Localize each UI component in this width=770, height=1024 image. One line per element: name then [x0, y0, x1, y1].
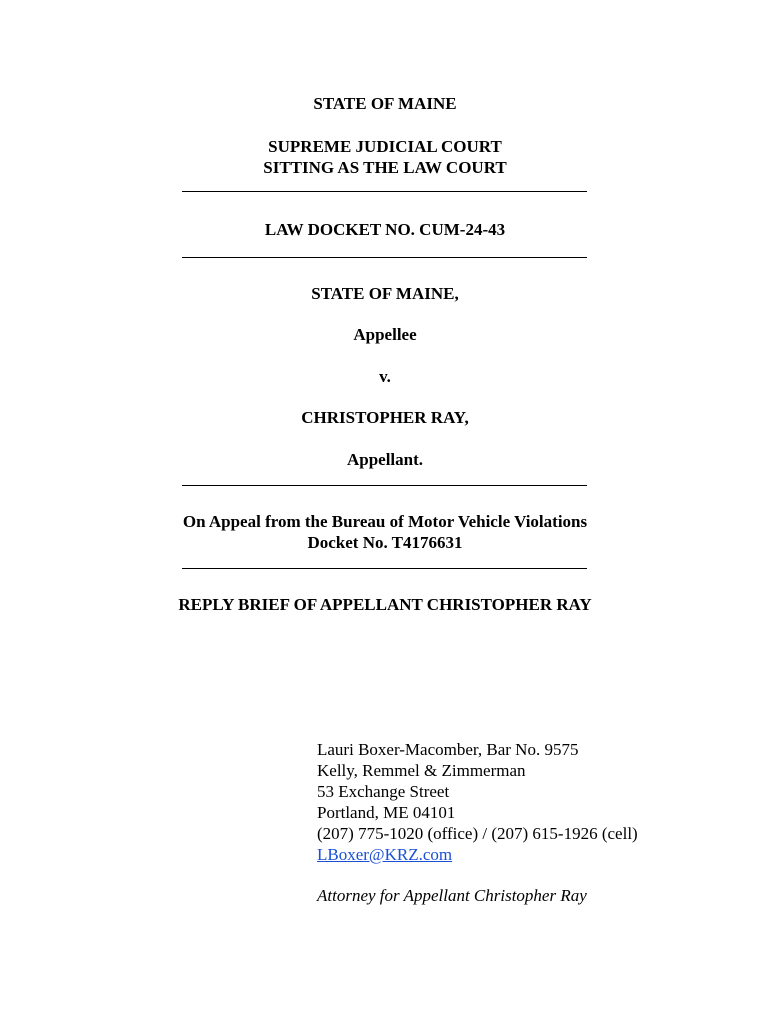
divider-rule — [182, 485, 587, 486]
party-appellee-role: Appellee — [353, 325, 417, 344]
court-name-line1: SUPREME JUDICIAL COURT — [268, 137, 502, 156]
street-address: 53 Exchange Street — [317, 782, 450, 801]
docket-number: LAW DOCKET NO. CUM-24-43 — [264, 220, 506, 239]
party-appellant-name: CHRISTOPHER RAY, — [301, 408, 469, 427]
email-link[interactable]: LBoxer@KRZ.com — [317, 845, 453, 864]
phone-numbers: (207) 775-1020 (office) / (207) 615-1926 (cell) — [317, 824, 638, 843]
email-line — [317, 844, 452, 865]
attorney-name: Lauri Boxer-Macomber, Bar No. 9575 — [317, 740, 579, 759]
firm-name: Kelly, Remmel & Zimmerman — [317, 761, 526, 780]
party-appellee-name: STATE OF MAINE, — [311, 284, 459, 303]
divider-rule — [182, 568, 587, 569]
court-name-line2: SITTING AS THE LAW COURT — [263, 158, 507, 177]
appeal-source-line2: Docket No. T4176631 — [307, 533, 463, 552]
brief-title: REPLY BRIEF OF APPELLANT CHRISTOPHER RAY — [178, 595, 592, 614]
appeal-source-line1: On Appeal from the Bureau of Motor Vehicle Violations — [182, 512, 588, 531]
divider-rule — [182, 257, 587, 258]
state-heading: STATE OF MAINE — [313, 94, 457, 113]
divider-rule — [182, 191, 587, 192]
versus: v. — [379, 367, 391, 386]
attorney-role: Attorney for Appellant Christopher Ray — [317, 886, 587, 905]
party-appellant-role: Appellant. — [346, 450, 424, 469]
city-state-zip: Portland, ME 04101 — [317, 803, 456, 822]
